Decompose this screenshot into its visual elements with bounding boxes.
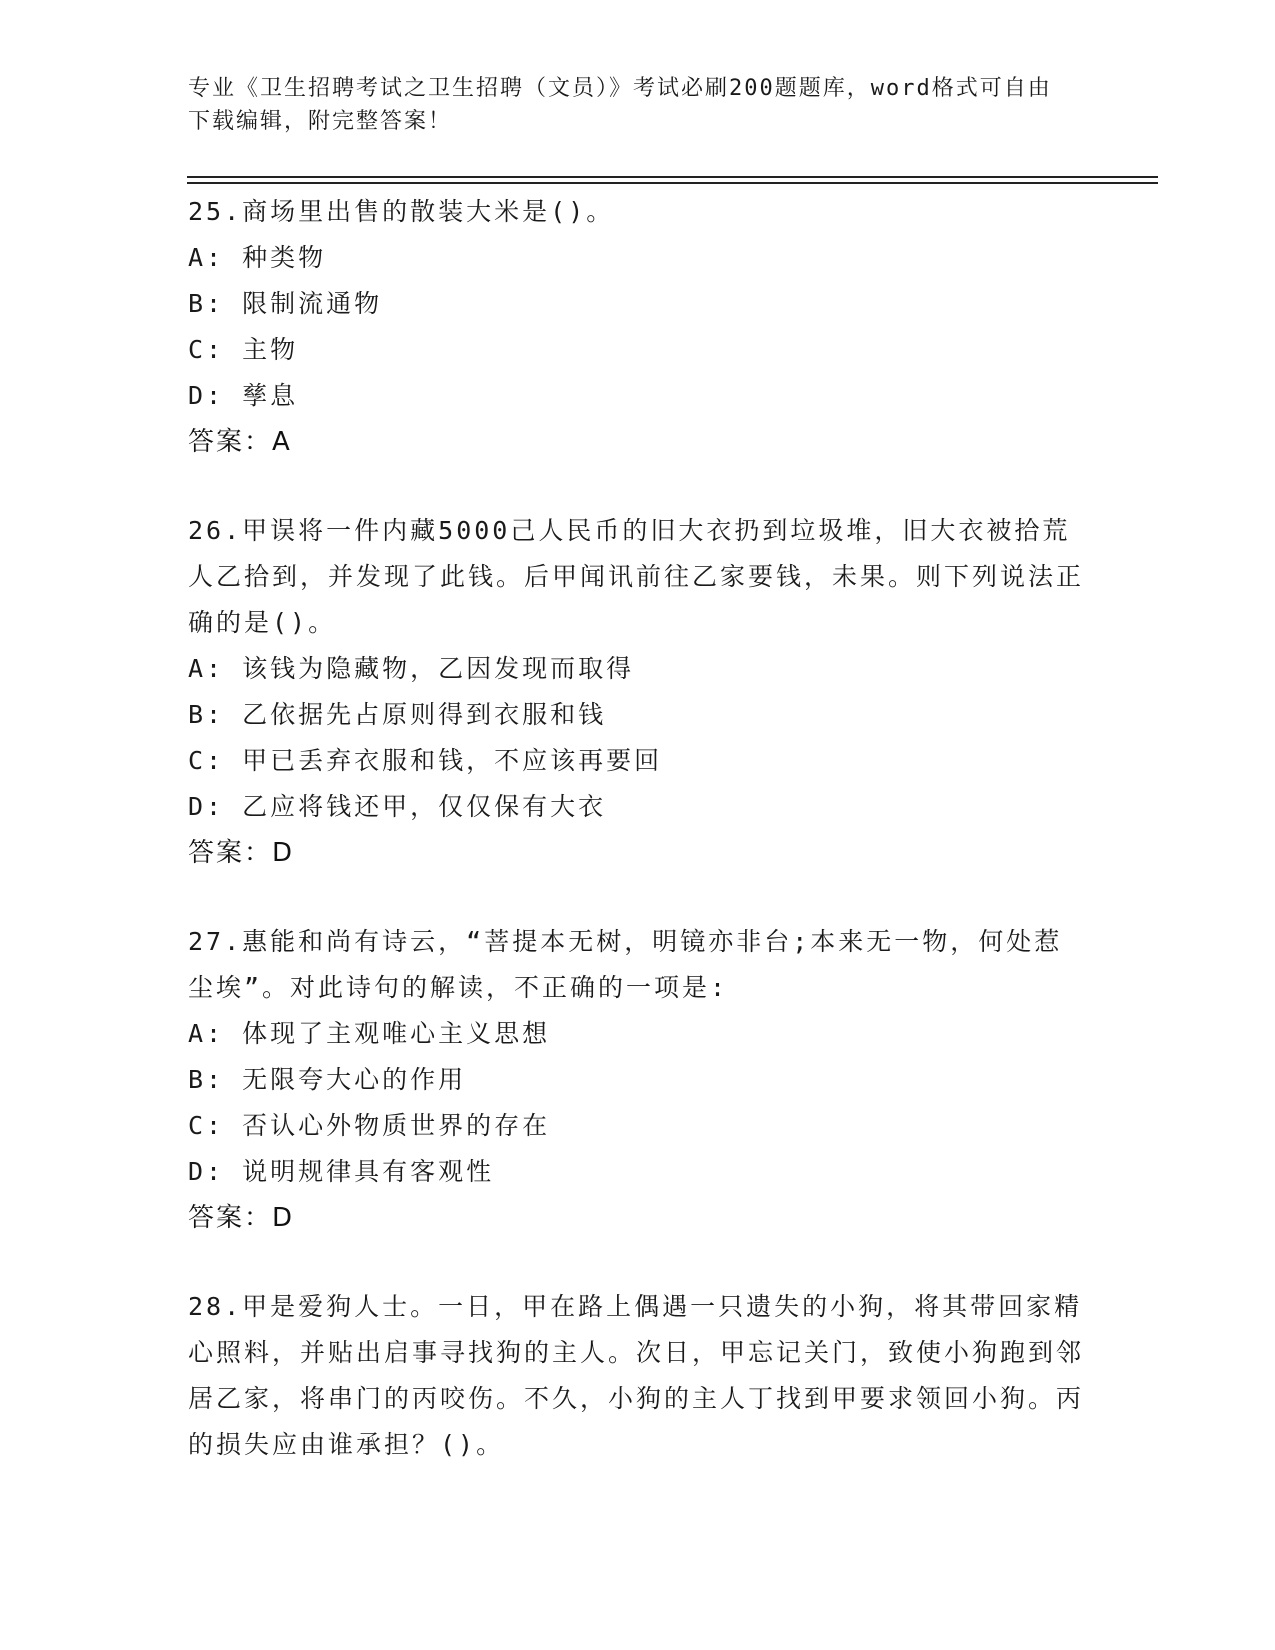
question-stem: 28.甲是爱狗人士。一日，甲在路上偶遇一只遗失的小狗，将其带回家精心照料，并贴出启事寻找狗的主人。次日，甲忘记关门，致使小狗跑到邻居乙家，将串门的丙咬伤。不久，小狗的主人丁找到甲要求领回小狗。丙的损失应由谁承担？()。 [188,1292,1085,1459]
question-stem: 25.商场里出售的散装大米是()。 [188,197,615,226]
question-27 [188,919,1088,1241]
option-b: B: 无限夸大心的作用 [188,1065,467,1094]
option-d: D: 说明规律具有客观性 [188,1157,495,1186]
question-stem: 26.甲误将一件内藏5000己人民币的旧大衣扔到垃圾堆，旧大衣被拾荒人乙拾到，并发现了此钱。后甲闻讯前往乙家要钱，未果。则下列说法正确的是()。 [188,516,1085,637]
option-d: D: 孳息 [188,381,299,410]
question-26 [188,508,1088,876]
answer: 答案：A [188,427,292,457]
option-c: C: 甲已丢弃衣服和钱，不应该再要回 [188,746,663,775]
question-25 [188,189,1088,465]
answer: 答案：D [188,1203,295,1233]
option-b: B: 乙依据先占原则得到衣服和钱 [188,700,607,729]
option-a: A: 该钱为隐藏物，乙因发现而取得 [188,654,635,683]
option-c: C: 主物 [188,335,299,364]
option-b: B: 限制流通物 [188,289,383,318]
header-divider-top [187,176,1158,178]
document-header: 专业《卫生招聘考试之卫生招聘（文员）》考试必刷200题题库，word格式可自由下载编辑，附完整答案！ [188,76,1052,134]
question-stem: 27.惠能和尚有诗云，“菩提本无树，明镜亦非台;本来无一物，何处惹尘埃”。对此诗句的解读，不正确的一项是: [188,927,1063,1002]
header-divider-bottom [187,182,1158,184]
question-list [188,189,1088,1511]
option-c: C: 否认心外物质世界的存在 [188,1111,551,1140]
question-28 [188,1284,1088,1468]
option-d: D: 乙应将钱还甲，仅仅保有大衣 [188,792,607,821]
option-a: A: 种类物 [188,243,327,272]
answer: 答案：D [188,838,295,868]
option-a: A: 体现了主观唯心主义思想 [188,1019,551,1048]
